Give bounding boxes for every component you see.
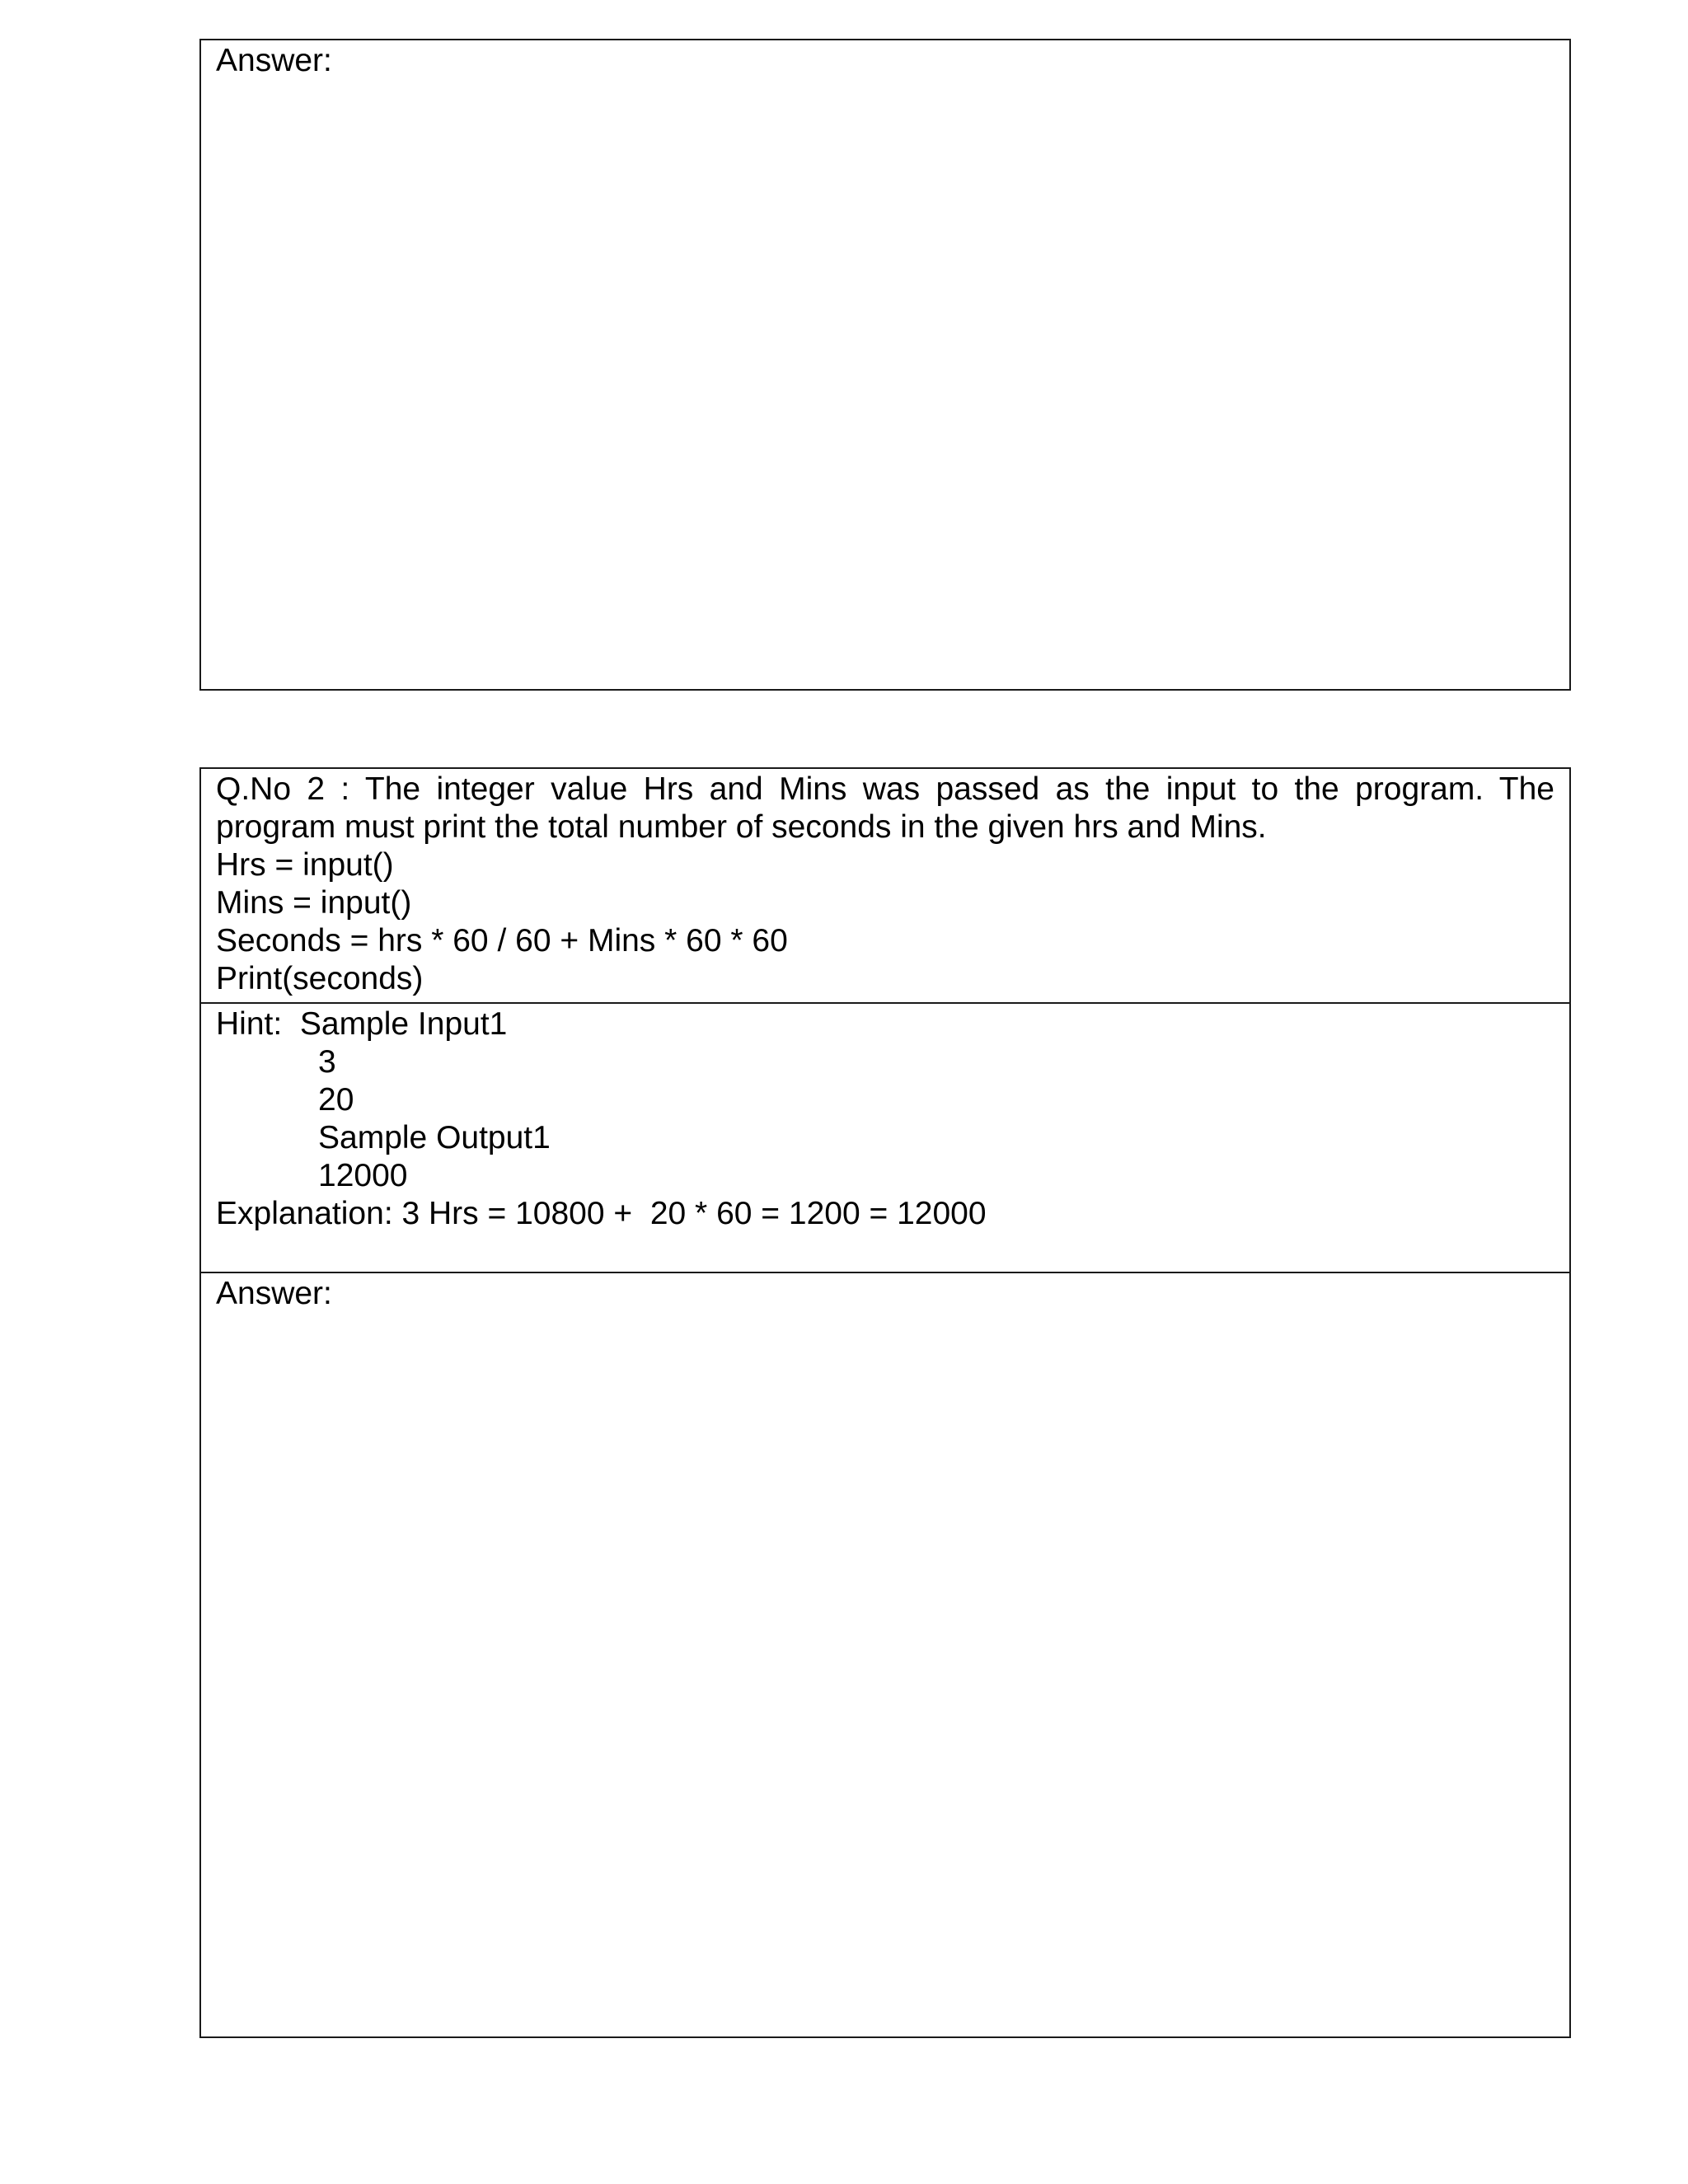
answer-label: Answer: — [216, 1276, 332, 1311]
explanation-text: Explanation: 3 Hrs = 10800 + 20 * 60 = 1200 = 12000 — [216, 1196, 987, 1231]
question-cell — [201, 769, 1569, 1004]
code-line-1: Hrs = input() — [216, 847, 394, 883]
code-line-3: Seconds = hrs * 60 / 60 + Mins * 60 * 60 — [216, 923, 788, 958]
code-line-4: Print(seconds) — [216, 961, 424, 996]
question-text-line-2: program must print the total number of seconds in the given hrs and Mins. — [216, 809, 1267, 845]
hint-cell — [201, 1004, 1569, 1273]
hint-label: Hint: Sample Input1 — [216, 1006, 508, 1042]
question-text-line-1: Q.No 2 : The integer value Hrs and Mins was passed as the input to the program. The — [216, 771, 1554, 807]
sample-input-value-1: 3 — [318, 1044, 336, 1080]
sample-output-label: Sample Output1 — [318, 1120, 551, 1155]
code-line-2: Mins = input() — [216, 885, 412, 921]
answer-label: Answer: — [216, 43, 332, 78]
answer-cell — [201, 1273, 1569, 2036]
sample-output-value: 12000 — [318, 1158, 408, 1193]
answer-box-1 — [199, 39, 1571, 691]
question-2-table — [199, 767, 1571, 2038]
sample-input-value-2: 20 — [318, 1082, 354, 1118]
